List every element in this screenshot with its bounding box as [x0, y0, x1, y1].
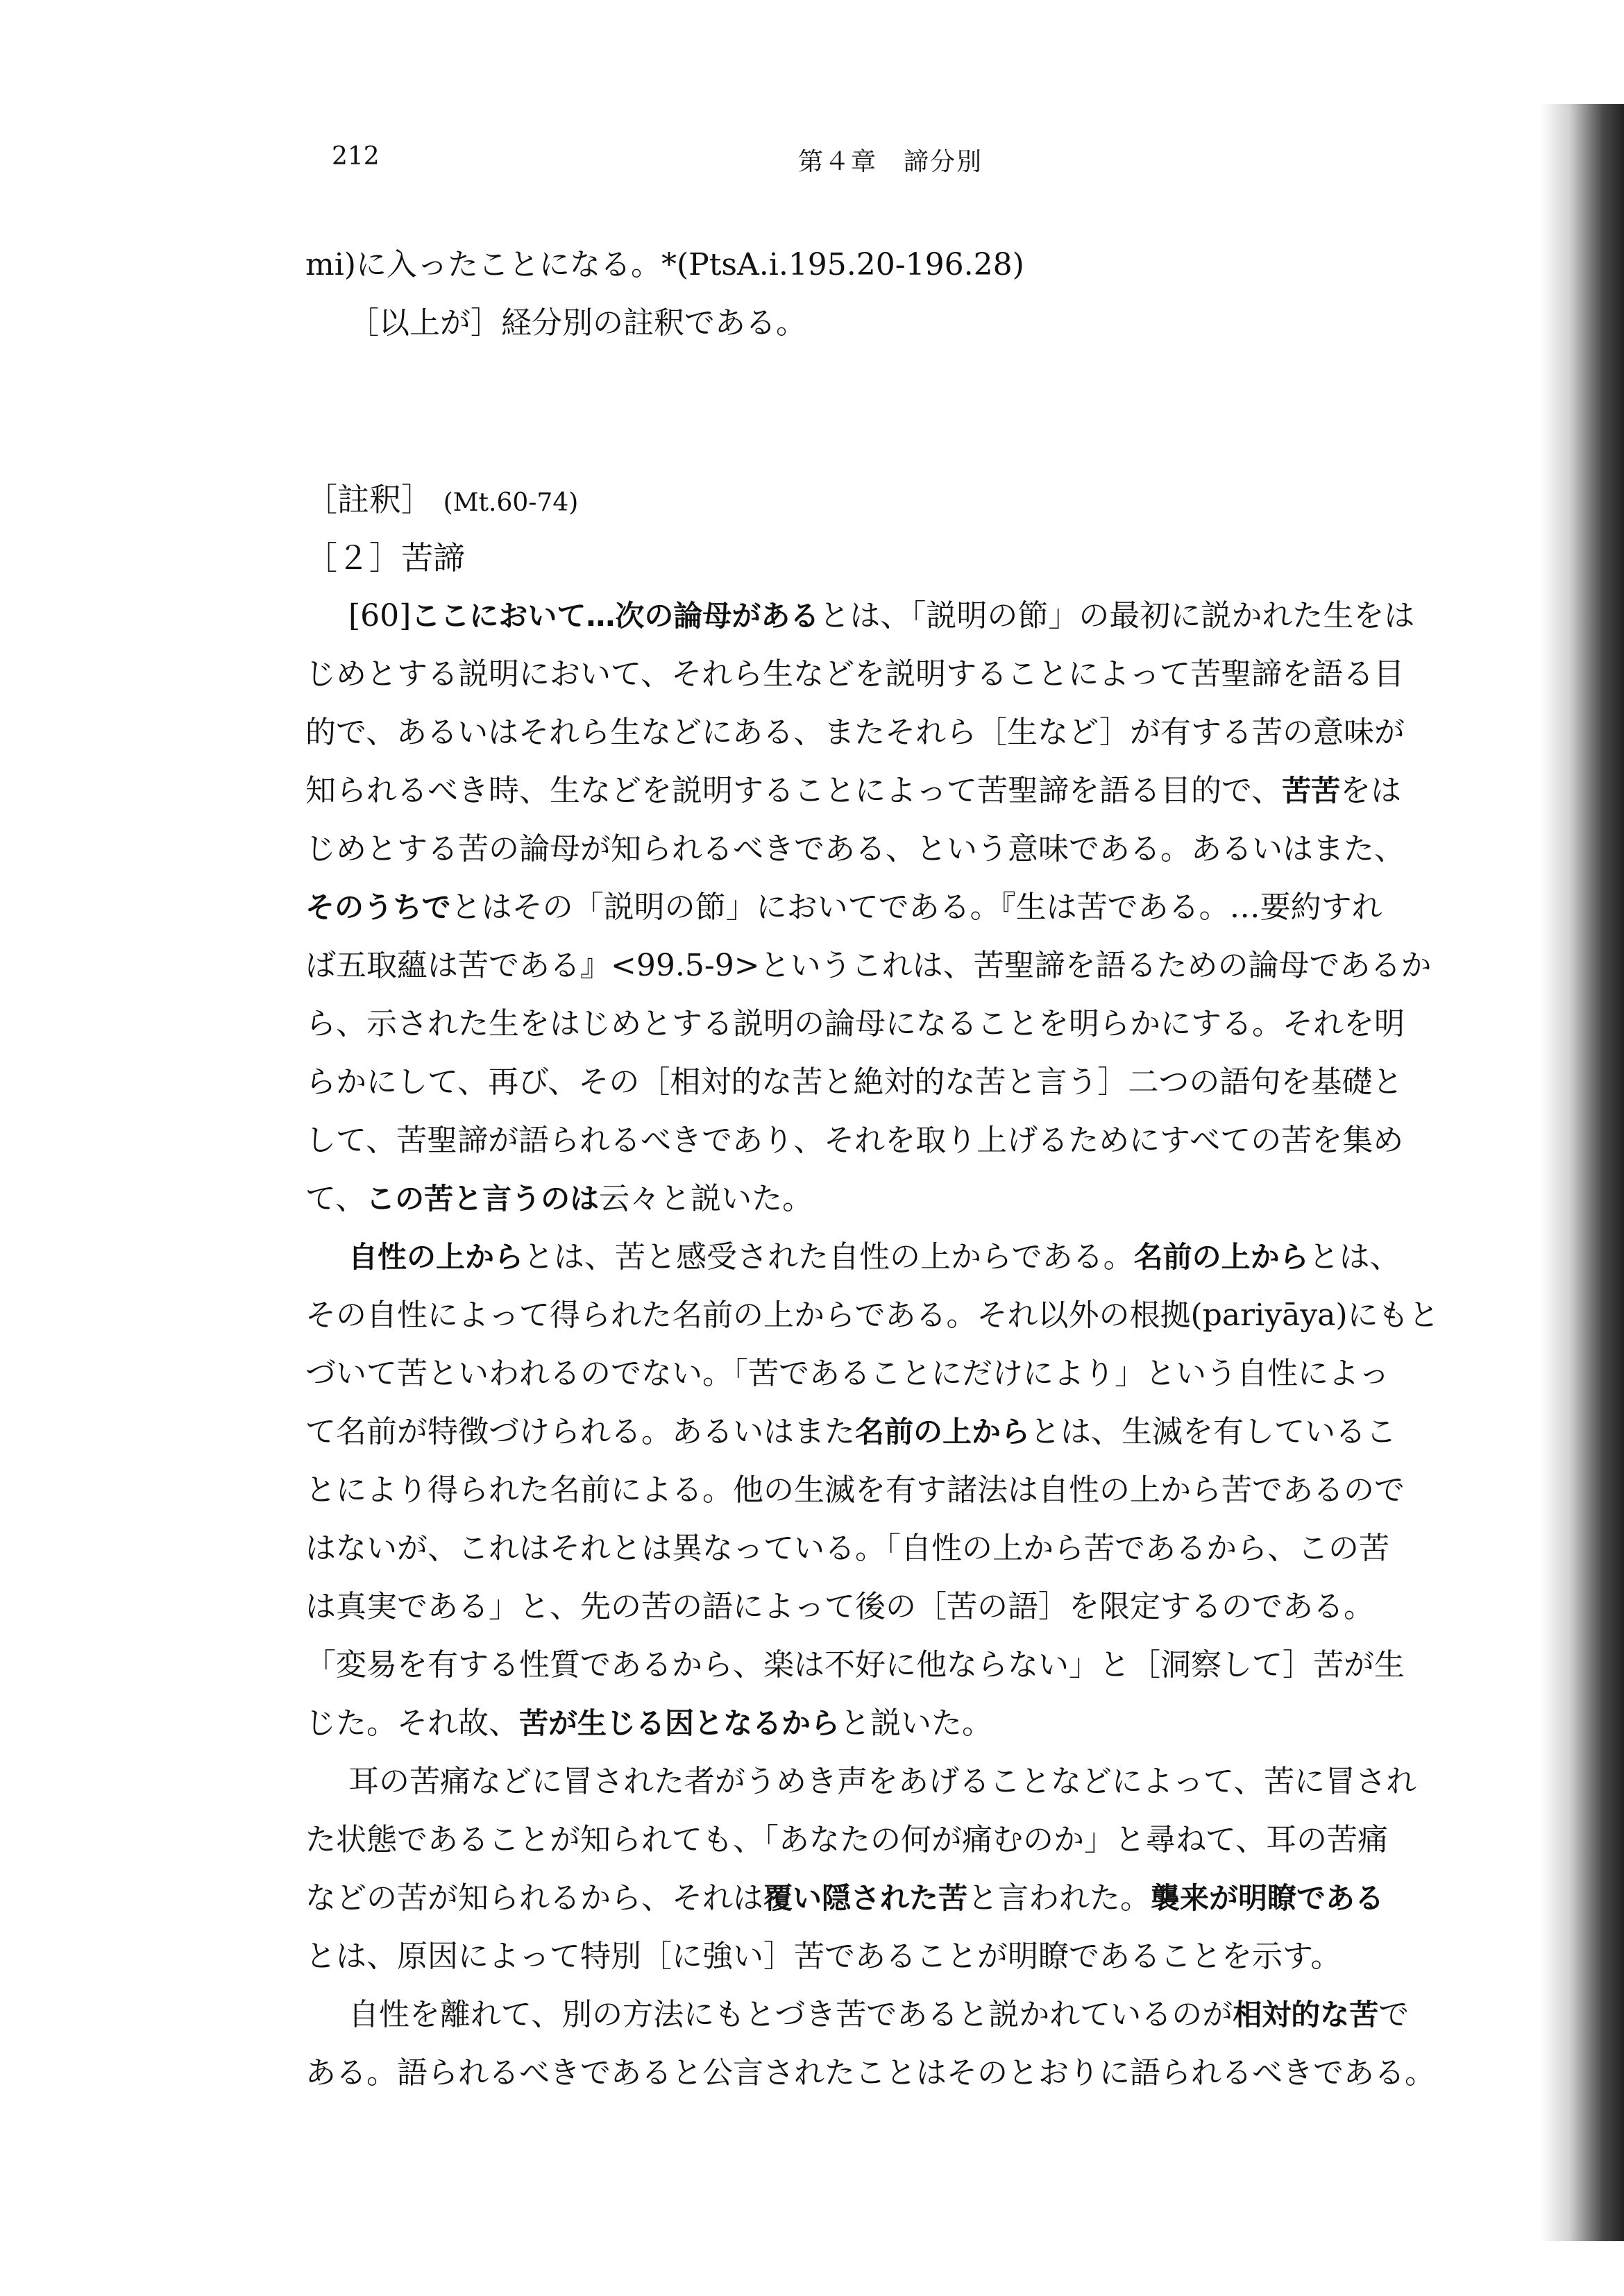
text-line: ば五取蘊は苦である』<99.5-9>というこれは、苦聖諦を語るための論母であるか — [305, 948, 1432, 983]
text-line: らかにして、再び、その［相対的な苦と絶対的な苦と言う］二つの語句を基礎と — [305, 1064, 1403, 1100]
subheading: ［２］苦諦 — [305, 539, 465, 577]
text-line: とは、原因によって特別［に強い］苦であることが明瞭であることを示す。 — [305, 1939, 1342, 1974]
bold-term: 覆い隠された苦 — [763, 1881, 968, 1915]
text-segment: とは、 — [1308, 1239, 1401, 1275]
section-gap — [305, 352, 1499, 470]
text-line: とにより得られた名前による。他の生滅を有す諸法は自性の上から苦であるので — [305, 1472, 1405, 1508]
text-line: 的で、あるいはそれら生などにある、またそれら［生など］が有する苦の意味が — [305, 715, 1405, 750]
text-line — [305, 1694, 1499, 1753]
bold-term: ここにおいて…次の論母がある — [411, 599, 820, 633]
text-segment: とはその「説明の節」においてである。『生は苦である。…要約すれ — [450, 890, 1382, 925]
text-line: た状態であることが知られても、「あなたの何が痛むのか」と尋ねて、耳の苦痛 — [305, 1822, 1389, 1857]
heading-label: ［註釈］ — [305, 481, 433, 518]
text-line: じめとする苦の論母が知られるべきである、という意味である。あるいはまた、 — [305, 831, 1405, 867]
text-line — [305, 1403, 1499, 1461]
text-line — [305, 587, 1499, 645]
text-line: して、苦聖諦が語られるべきであり、それを取り上げるためにすべての苦を集め — [305, 1123, 1404, 1158]
text-line: ら、示された生をはじめとする説明の論母になることを明らかにする。それを明 — [305, 1006, 1405, 1041]
text-line: ある。語られるべきであると公言されたことはそのとおりに語られるべきである。 — [305, 2055, 1435, 2091]
text-line: は真実である」と、先の苦の語によって後の［苦の語］を限定するのである。 — [305, 1589, 1374, 1624]
bold-term: 襲来が明瞭である — [1151, 1881, 1385, 1915]
text-segment: じた。それ故、 — [305, 1706, 519, 1741]
section-heading — [305, 470, 1499, 529]
bold-term: 名前の上から — [1133, 1240, 1309, 1274]
text-segment: 云々と説いた。 — [599, 1181, 813, 1216]
text-line: はないが、これはそれとは異なっている。「自性の上から苦であるから、この苦 — [305, 1531, 1389, 1566]
bold-term: 名前の上から — [855, 1415, 1031, 1449]
text-line — [305, 1228, 1499, 1286]
text-line: づいて苦といわれるのでない。「苦であることにだけにより」という自性によっ — [305, 1356, 1389, 1391]
text-line — [305, 1986, 1499, 2044]
text-line: ［以上が］経分別の註釈である。 — [348, 305, 806, 341]
text-segment: とは、生滅を有しているこ — [1030, 1414, 1397, 1449]
bold-term: そのうちで — [305, 890, 451, 924]
bold-term: 苦が生じる因となるから — [519, 1706, 840, 1740]
text-segment: とは、「説明の節」の最初に説かれた生をは — [819, 598, 1415, 633]
text-segment: て名前が特徴づけられる。あるいはまた — [305, 1414, 855, 1449]
text-line: じめとする説明において、それら生などを説明することによって苦聖諦を語る目 — [305, 656, 1405, 692]
bold-term: 苦苦 — [1282, 774, 1341, 808]
text-segment: をは — [1340, 773, 1402, 808]
text-line: 耳の苦痛などに冒された者がうめき声をあげることなどによって、苦に冒され — [348, 1764, 1417, 1799]
bold-term: 自性の上から — [348, 1240, 524, 1274]
running-title: 第４章 諦分別 — [798, 148, 983, 176]
text-segment: て、 — [305, 1181, 366, 1216]
page-number: 212 — [332, 142, 380, 171]
page-body — [305, 236, 1499, 2102]
text-segment: 知られるべき時、生などを説明することによって苦聖諦を語る目的で、 — [305, 773, 1283, 808]
bold-term: この苦と言うのは — [366, 1182, 600, 1216]
text-line — [305, 878, 1499, 937]
text-line: 「変易を有する性質であるから、楽は不好に他ならない」と［洞察して］苦が生 — [305, 1647, 1405, 1683]
text-segment: と言われた。 — [967, 1880, 1151, 1916]
page-header — [0, 142, 1624, 184]
text-segment: と説いた。 — [840, 1706, 993, 1741]
text-segment: などの苦が知られるから、それは — [305, 1880, 763, 1916]
paragraph-number: [60] — [348, 598, 412, 633]
text-segment: とは、苦と感受された自性の上からである。 — [523, 1239, 1134, 1275]
heading-reference: (Mt.60-74) — [443, 488, 579, 517]
text-line: その自性によって得られた名前の上からである。それ以外の根拠(pariyāya)にもと — [305, 1298, 1439, 1333]
text-line — [305, 1170, 1499, 1228]
text-line — [305, 762, 1499, 820]
bold-term: 相対的な苦 — [1233, 1998, 1379, 2032]
text-line: mi)に入ったことになる。*(PtsA.i.195.20-196.28) — [305, 247, 1024, 282]
text-segment: で — [1378, 1997, 1410, 2032]
scan-shadow-edge — [1541, 104, 1624, 2241]
text-line — [305, 1869, 1499, 1928]
text-segment: 自性を離れて、別の方法にもとづき苦であると説かれているのが — [348, 1997, 1233, 2032]
